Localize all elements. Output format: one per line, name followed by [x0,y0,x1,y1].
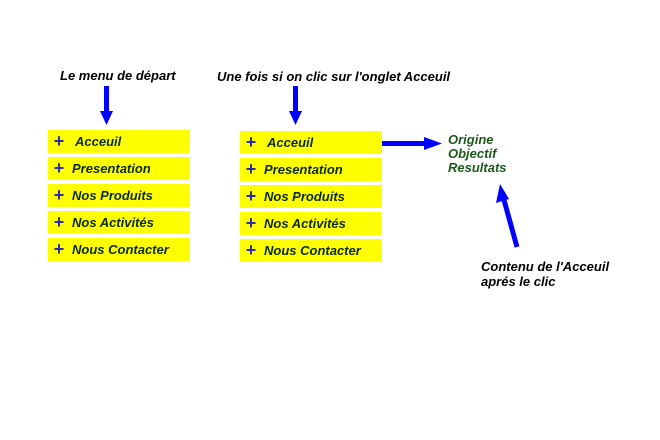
plus-icon: + [245,240,257,260]
plus-icon: + [245,186,257,206]
content-line-objectif[interactable]: Objectif [448,146,497,161]
menu-item-label: Nos Produits [264,189,345,204]
plus-icon: + [53,131,65,151]
plus-icon: + [53,212,65,232]
arrow-down-after-icon [289,86,302,125]
plus-icon: + [245,159,257,179]
menu-item-label: Nos Activités [72,215,154,230]
arrow-down-start-icon [100,86,113,125]
content-line-origine[interactable]: Origine [448,132,494,147]
plus-icon: + [53,185,65,205]
caption-after-click: Une fois si on clic sur l'onglet Acceuil [217,69,451,84]
menu-item-label: Presentation [72,161,151,176]
caption-content-note-line2: aprés le clic [481,274,556,289]
menu-item-label: Presentation [264,162,343,177]
menu-item-label: Nous Contacter [72,242,169,257]
arrow-right-content-icon [382,137,442,150]
caption-start-menu: Le menu de départ [60,68,176,83]
caption-content-note-line1: Contenu de l'Acceuil [481,259,610,274]
menu-item-label: Nous Contacter [264,243,361,258]
plus-icon: + [53,239,65,259]
menu-item-label: Nos Activités [264,216,346,231]
content-line-resultats[interactable]: Resultats [448,160,507,175]
plus-icon: + [53,158,65,178]
arrow-up-content-icon [496,184,517,247]
plus-icon: + [245,213,257,233]
menu-item-label: Acceuil [75,134,122,149]
menu-item-label: Nos Produits [72,188,153,203]
menu-item-label: Acceuil [267,135,314,150]
plus-icon: + [245,132,257,152]
